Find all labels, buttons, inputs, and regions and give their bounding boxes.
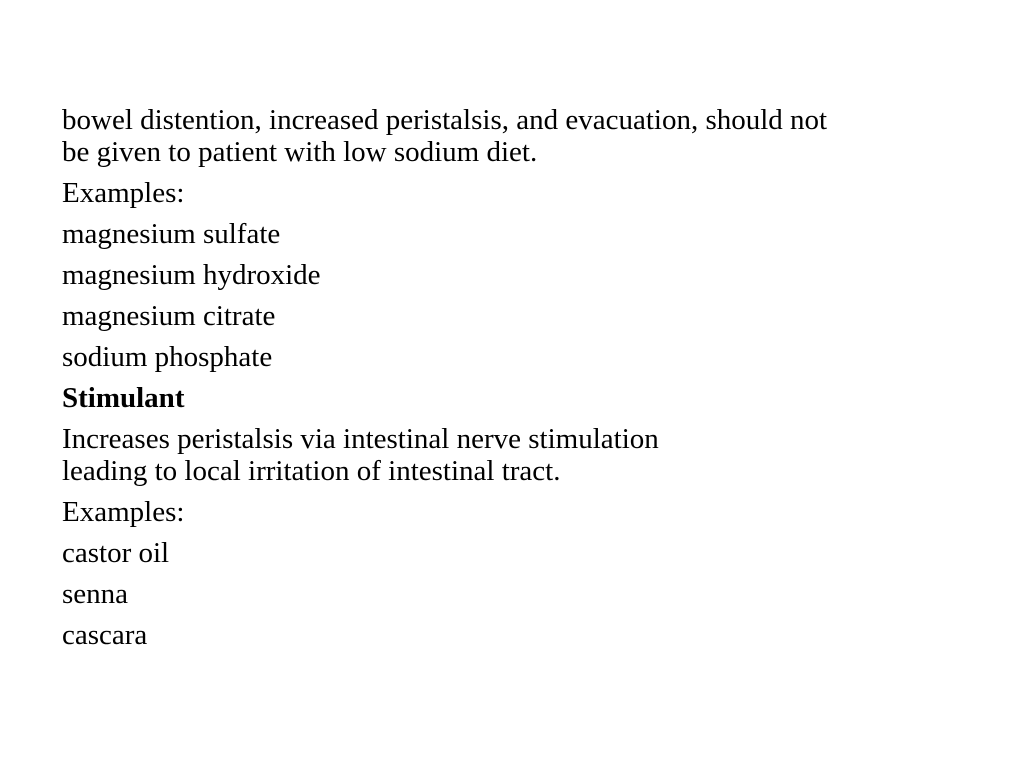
text-line: Examples:: [62, 496, 185, 528]
list-item-example: [62, 341, 992, 373]
text-line: Examples:: [62, 177, 185, 209]
list-item-example: [62, 619, 992, 651]
text-line: cascara: [62, 619, 148, 651]
list-item-example: [62, 578, 992, 610]
text-line: bowel distention, increased peristalsis, and evacuation, should not: [62, 104, 828, 136]
text-line: Increases peristalsis via intestinal nerve stimulation: [62, 423, 659, 455]
section-heading-stimulant: [62, 382, 992, 414]
slide-body: [62, 104, 992, 660]
paragraph-saline-description: [62, 104, 992, 168]
paragraph-examples-label: [62, 177, 992, 209]
list-item-example: [62, 218, 992, 250]
paragraph-stimulant-description: [62, 423, 992, 487]
text-line: castor oil: [62, 537, 170, 569]
list-item-example: [62, 300, 992, 332]
list-item-example: [62, 537, 992, 569]
list-item-example: [62, 259, 992, 291]
text-line: be given to patient with low sodium diet.: [62, 136, 538, 168]
text-line: magnesium sulfate: [62, 218, 281, 250]
text-line: senna: [62, 578, 129, 610]
paragraph-examples-label: [62, 496, 992, 528]
text-line: sodium phosphate: [62, 341, 273, 373]
text-line: magnesium hydroxide: [62, 259, 321, 291]
text-line: leading to local irritation of intestinal tract.: [62, 455, 561, 487]
text-line: Stimulant: [62, 382, 185, 414]
text-line: magnesium citrate: [62, 300, 276, 332]
